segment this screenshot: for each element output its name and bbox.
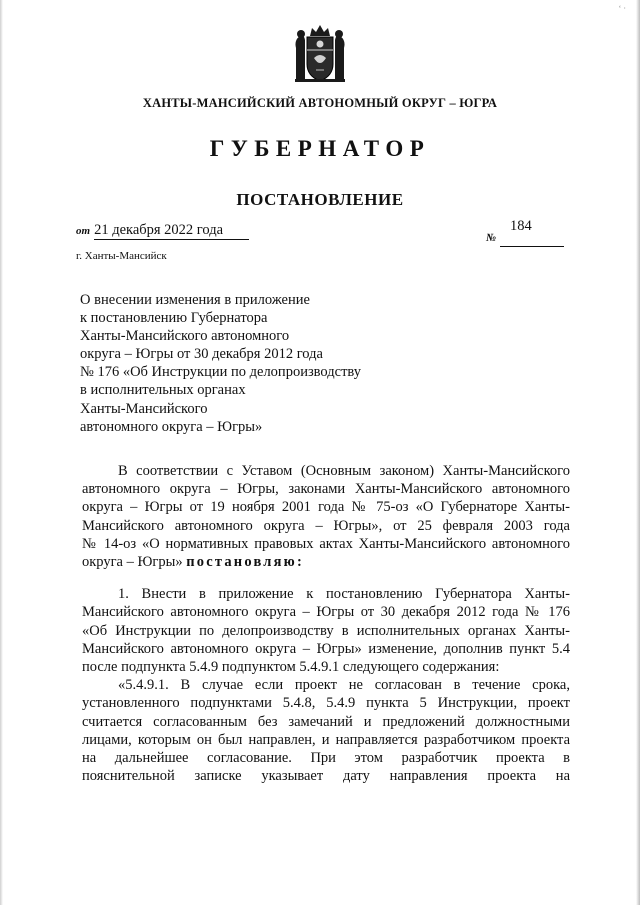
subject-line: автономного округа – Югры» bbox=[80, 418, 263, 435]
body-line: № 14-оз «О нормативных правовых актах Ханты-Мансийского автономного bbox=[82, 535, 570, 552]
office-title: ГУБЕРНАТОР bbox=[209, 136, 431, 161]
body-line: Мансийского автономного округа – Югры», от 25 февраля 2003 года bbox=[82, 517, 570, 534]
region-title: ХАНТЫ-МАНСИЙСКИЙ АВТОНОМНЫЙ ОКРУГ – ЮГРА bbox=[142, 96, 498, 110]
body-line: считается согласованным без замечаний и предложений должностными bbox=[82, 713, 570, 730]
body-line: В соответствии с Уставом (Основным законом) Ханты-Мансийского bbox=[118, 463, 570, 479]
subject-line: в исполнительных органах bbox=[80, 382, 246, 399]
preamble-tail: округа – Югры» bbox=[82, 554, 183, 571]
quoted-amendment-paragraph bbox=[82, 676, 570, 785]
coat-of-arms-emblem bbox=[292, 22, 348, 84]
subject-line: округа – Югры от 30 декабря 2012 года bbox=[80, 346, 323, 363]
resolve-word: постановляю: bbox=[186, 554, 304, 571]
body-line: после подпункта 5.4.9 подпунктом 5.4.9.1 следующего содержания: bbox=[82, 659, 500, 676]
document-body bbox=[82, 462, 570, 785]
body-line: Мансийского автономного округа – Югры от 30 декабря 2012 года № 176 bbox=[82, 604, 570, 621]
body-line: округа – Югры от 19 ноября 2001 года № 75-оз «О Губернаторе Ханты- bbox=[82, 499, 570, 516]
scan-corner-mark: ‘ · bbox=[618, 4, 626, 13]
subject-line: О внесении изменения в приложение bbox=[80, 292, 310, 308]
body-line: Мансийского автономного округа – Югры» изменение, дополнив пункт 5.4 bbox=[82, 640, 570, 657]
paragraph-gap bbox=[82, 571, 570, 585]
document-subject bbox=[80, 291, 410, 436]
subject-line: к постановлению Губернатора bbox=[80, 310, 268, 327]
body-line: лицами, которым он был направлен, и направляется разработчиком проекта bbox=[82, 731, 570, 748]
body-line: 1. Внести в приложение к постановлению Губернатора Ханты- bbox=[118, 586, 570, 603]
body-line: на дальнейшее согласование. При этом разработчик проекта в bbox=[82, 750, 570, 767]
document-number bbox=[486, 220, 566, 246]
body-line: «5.4.9.1. В случае если проект не согласован в течение срока, bbox=[118, 677, 570, 694]
number-value: 184 bbox=[510, 218, 532, 234]
number-prefix: № bbox=[486, 232, 497, 244]
subject-line: Ханты-Мансийского bbox=[80, 400, 208, 417]
document-type-title: ПОСТАНОВЛЕНИЕ bbox=[236, 190, 404, 209]
city-name: г. Ханты-Мансийск bbox=[76, 250, 167, 262]
subject-line: № 176 «Об Инструкции по делопроизводству bbox=[80, 364, 362, 381]
number-underline bbox=[500, 246, 564, 247]
body-line: автономного округа – Югры, законами Ханты-Мансийского автономного bbox=[82, 481, 570, 498]
date-prefix: от bbox=[76, 225, 91, 237]
document-date bbox=[76, 222, 249, 240]
body-line: «Об Инструкции по делопроизводству в исполнительных органах Ханты- bbox=[82, 622, 570, 639]
body-line: пояснительной записке указывает дату направления проекта на bbox=[82, 768, 570, 785]
body-line-final bbox=[82, 553, 570, 571]
subject-line: Ханты-Мансийского автономного bbox=[80, 328, 290, 345]
item-1-paragraph bbox=[82, 585, 570, 676]
preamble-paragraph bbox=[82, 462, 570, 571]
body-line: установленного подпунктами 5.4.8, 5.4.9 пункта 5 Инструкции, проект bbox=[82, 695, 570, 712]
date-value: 21 декабря 2022 года bbox=[94, 222, 249, 240]
